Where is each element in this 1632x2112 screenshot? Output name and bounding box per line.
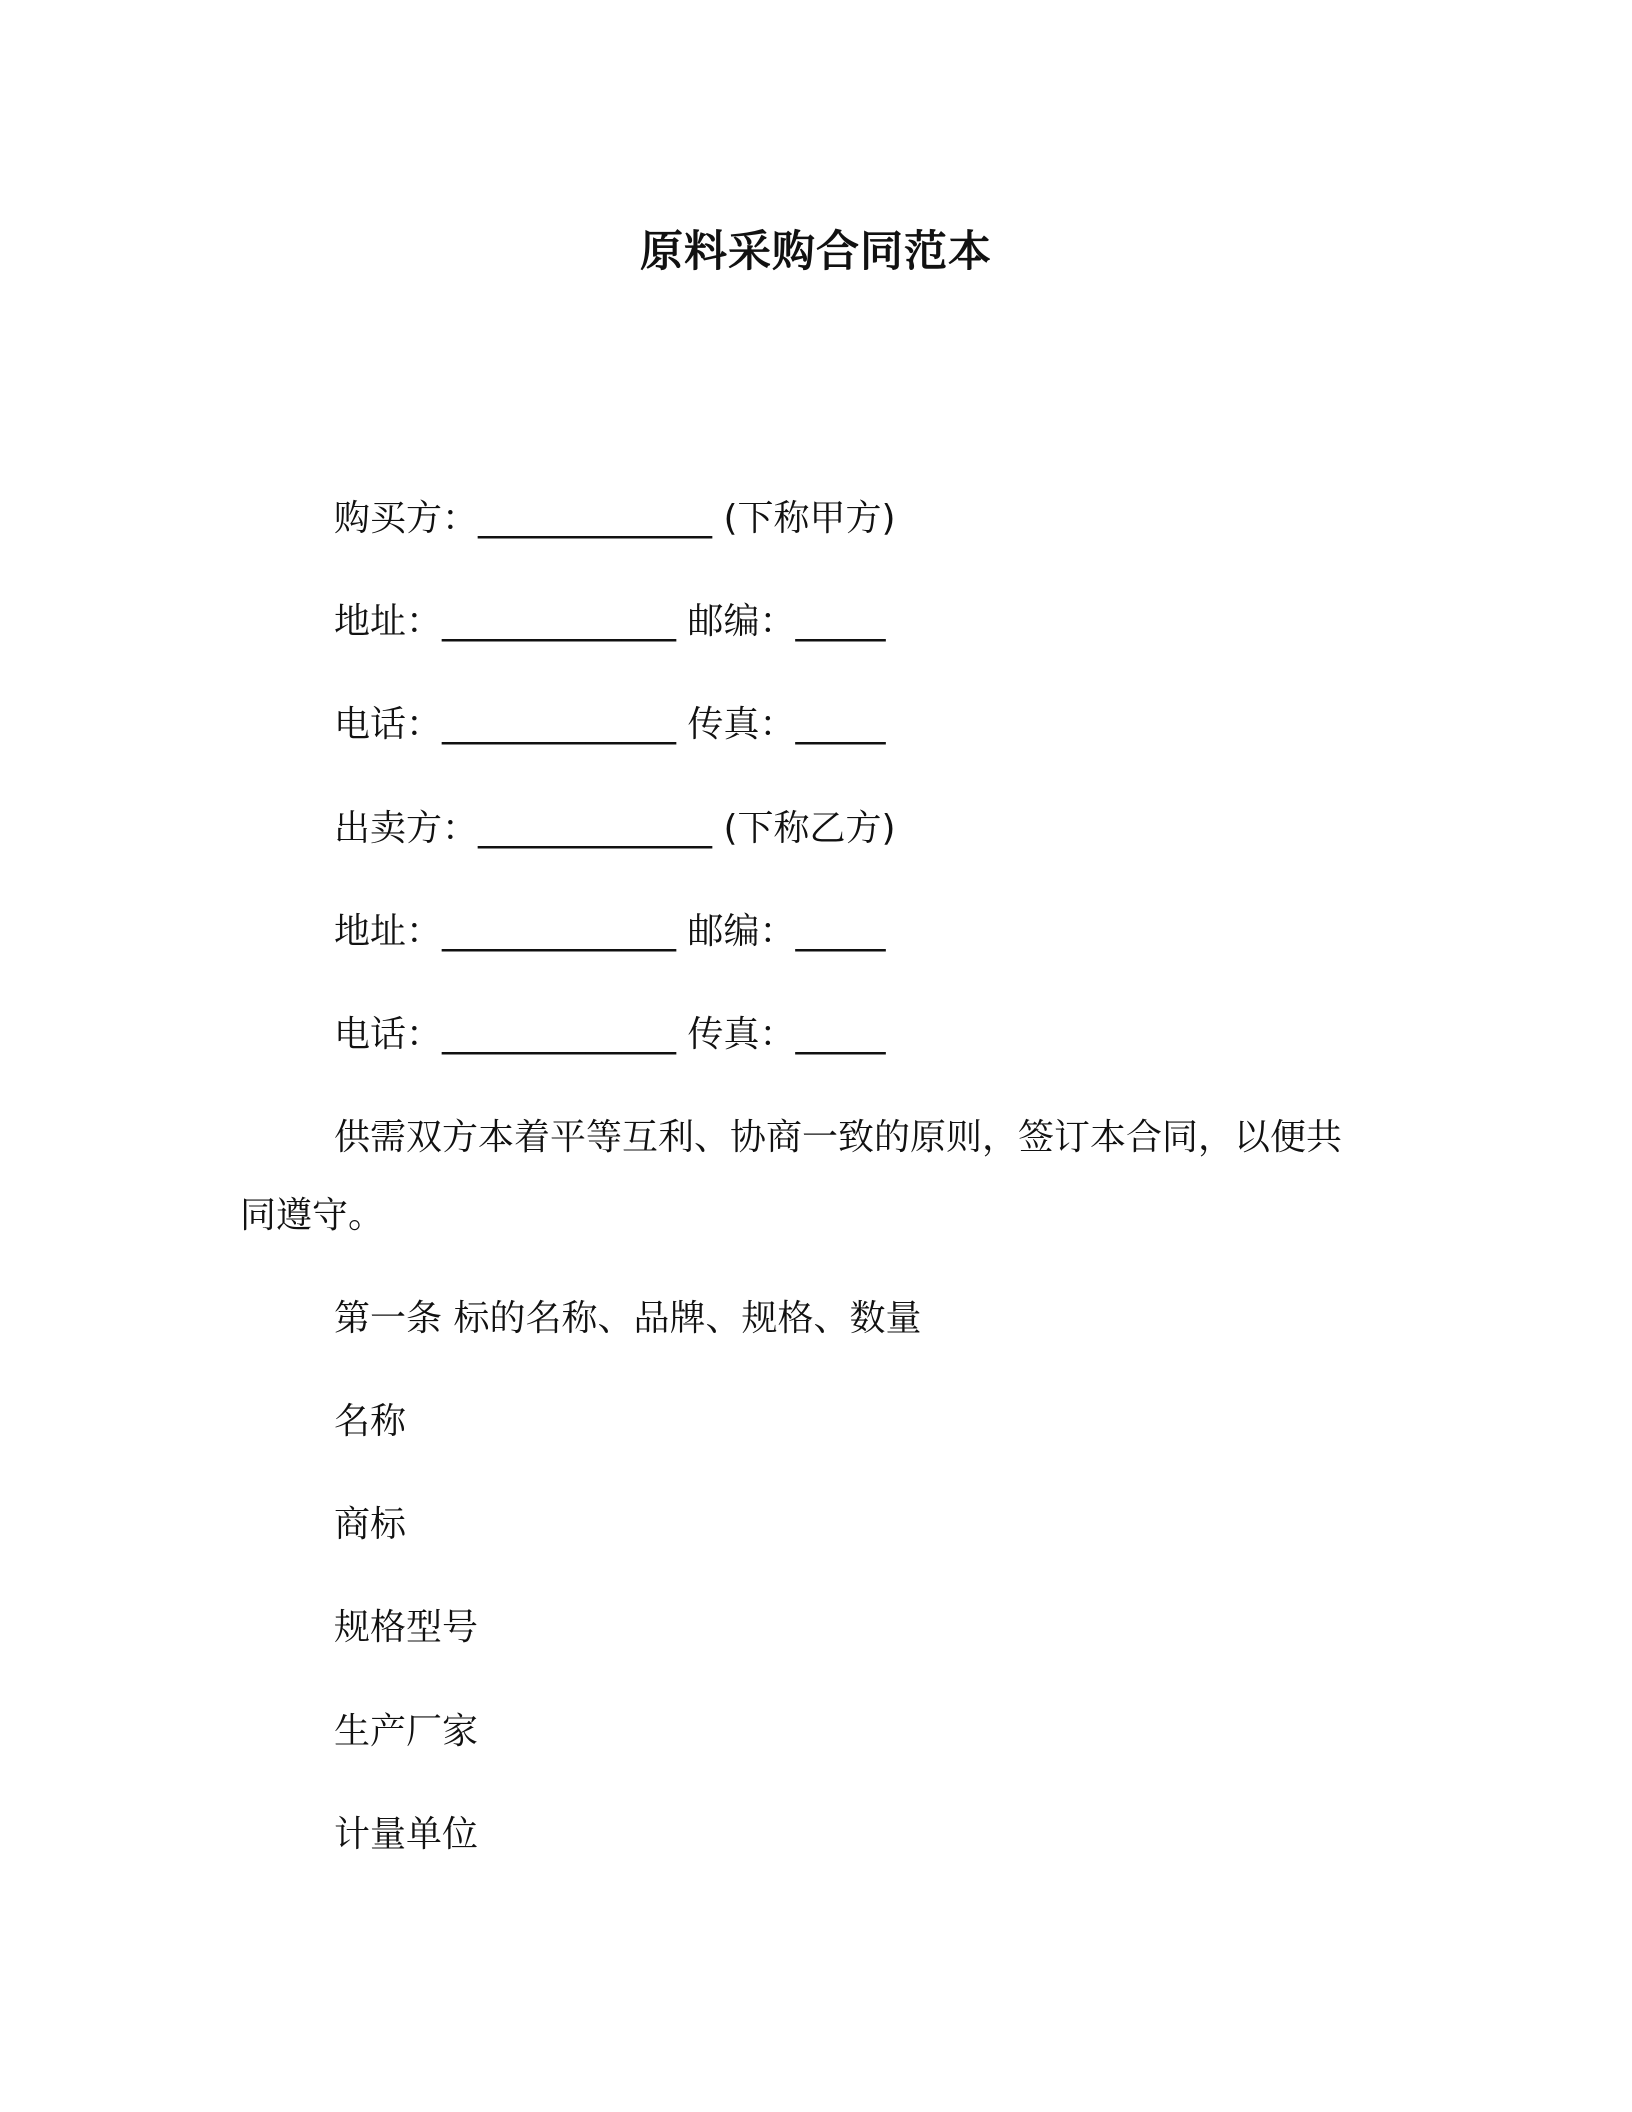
document-title: 原料采购合同范本	[640, 227, 992, 277]
seller-phone-line: 电话：_____________ 传真：_____	[334, 1014, 886, 1055]
article-1-item-unit: 计量单位	[334, 1814, 479, 1855]
article-1-item-spec-model: 规格型号	[334, 1607, 479, 1648]
preamble-line-2: 同遵守。	[240, 1195, 385, 1236]
buyer-phone-line: 电话：_____________ 传真：_____	[334, 704, 886, 745]
preamble-line-1: 供需双方本着平等互利、协商一致的原则，签订本合同，以便共	[334, 1117, 1343, 1158]
article-1-item-trademark: 商标	[334, 1504, 407, 1545]
buyer-address-line: 地址：_____________ 邮编：_____	[334, 601, 886, 642]
article-1-item-name: 名称	[334, 1401, 407, 1442]
seller-address-line: 地址：_____________ 邮编：_____	[334, 911, 886, 952]
article-1-heading: 第一条 标的名称、品牌、规格、数量	[334, 1298, 922, 1339]
buyer-name-line: 购买方：_____________ (下称甲方)	[334, 498, 896, 539]
article-1-item-manufacturer: 生产厂家	[334, 1711, 479, 1752]
seller-name-line: 出卖方：_____________ (下称乙方)	[334, 808, 896, 849]
